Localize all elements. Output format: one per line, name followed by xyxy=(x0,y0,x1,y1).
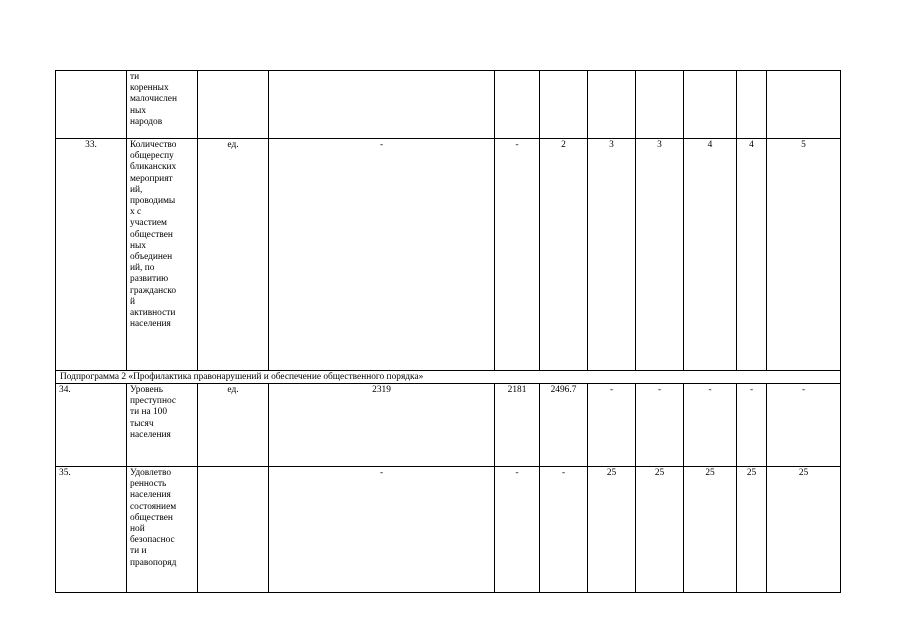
table-row xyxy=(56,384,841,467)
row-number: 33. xyxy=(56,139,127,371)
indicator-table xyxy=(55,70,841,593)
value-cell: - xyxy=(269,139,495,371)
value-cell xyxy=(636,71,684,139)
value-cell: 25 xyxy=(636,467,684,593)
value-cell: 2181 xyxy=(495,384,540,467)
value-cell xyxy=(269,71,495,139)
value-cell: 3 xyxy=(636,139,684,371)
value-cell: 2496.7 xyxy=(540,384,588,467)
indicator-name: Уровень преступнос ти на 100 тысяч населения xyxy=(127,384,198,467)
unit-cell xyxy=(198,467,269,593)
value-cell xyxy=(684,71,737,139)
indicator-name: ти коренных малочислен ных народов xyxy=(127,71,198,139)
value-cell: 2319 xyxy=(269,384,495,467)
unit-cell: ед. xyxy=(198,384,269,467)
value-cell: 25 xyxy=(684,467,737,593)
value-cell: - xyxy=(737,384,767,467)
subprogram-title: Подпрограмма 2 «Профилактика правонарушений и обеспечение общественного порядка» xyxy=(56,371,841,384)
value-cell xyxy=(495,71,540,139)
value-cell: 5 xyxy=(767,139,841,371)
value-cell: - xyxy=(269,467,495,593)
value-cell: 25 xyxy=(737,467,767,593)
value-cell xyxy=(540,71,588,139)
value-cell: 2 xyxy=(540,139,588,371)
value-cell: - xyxy=(495,139,540,371)
value-cell: - xyxy=(684,384,737,467)
value-cell: 4 xyxy=(737,139,767,371)
unit-cell xyxy=(198,71,269,139)
indicator-name: Количество общереспу бликанских мероприят ий, проводимы х с участием обществен ных объединен ий, по развитию гражданско й активности населения xyxy=(127,139,198,371)
value-cell: 4 xyxy=(684,139,737,371)
value-cell: - xyxy=(588,384,636,467)
value-cell xyxy=(767,71,841,139)
value-cell: - xyxy=(636,384,684,467)
unit-cell: ед. xyxy=(198,139,269,371)
value-cell: - xyxy=(495,467,540,593)
value-cell xyxy=(588,71,636,139)
row-number: 35. xyxy=(56,467,127,593)
value-cell xyxy=(737,71,767,139)
value-cell: 25 xyxy=(588,467,636,593)
subprogram-row xyxy=(56,371,841,384)
table-row xyxy=(56,71,841,139)
table-row xyxy=(56,139,841,371)
table-row xyxy=(56,467,841,593)
value-cell: 25 xyxy=(767,467,841,593)
row-number: 34. xyxy=(56,384,127,467)
value-cell: 3 xyxy=(588,139,636,371)
row-number xyxy=(56,71,127,139)
value-cell: - xyxy=(540,467,588,593)
value-cell: - xyxy=(767,384,841,467)
indicator-name: Удовлетво ренность населения состоянием обществен ной безопаснос ти и правопоряд xyxy=(127,467,198,593)
